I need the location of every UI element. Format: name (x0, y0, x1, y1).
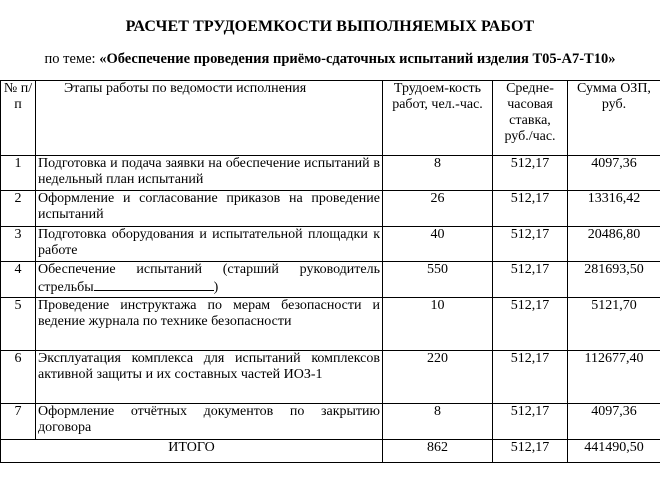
row-num: 7 (1, 404, 36, 440)
labor-table (0, 80, 660, 463)
row-sum: 112677,40 (568, 351, 660, 404)
row-labor: 220 (383, 351, 493, 404)
row-stage: Оформление и согласование приказов на проведение испытаний (36, 191, 383, 227)
row-stage: Эксплуатация комплекса для испытаний комплексов активной защиты и их составных частей ИОЗ-1 (36, 351, 383, 404)
row-rate: 512,17 (493, 191, 568, 227)
subtitle-prefix: по теме: (44, 51, 100, 67)
row-num: 3 (1, 227, 36, 262)
header-num: № п/п (1, 81, 36, 156)
row-labor: 8 (383, 404, 493, 440)
row-rate: 512,17 (493, 298, 568, 351)
row-sum: 20486,80 (568, 227, 660, 262)
table-row (1, 262, 660, 298)
row-stage-end: ) (213, 280, 219, 295)
row-sum: 281693,50 (568, 262, 660, 298)
total-label: ИТОГО (1, 440, 383, 463)
header-sum: Сумма ОЗП, руб. (568, 81, 660, 156)
row-sum: 5121,70 (568, 298, 660, 351)
page-title: РАСЧЕТ ТРУДОЕМКОСТИ ВЫПОЛНЯЕМЫХ РАБОТ (125, 18, 535, 35)
row-stage-text: Обеспечение испытаний (старший руководитель стрельбы (38, 262, 380, 295)
table-row (1, 227, 660, 262)
row-labor: 8 (383, 156, 493, 191)
fill-in-blank (94, 278, 214, 291)
row-labor: 26 (383, 191, 493, 227)
table-row (1, 191, 660, 227)
row-rate: 512,17 (493, 351, 568, 404)
row-rate: 512,17 (493, 404, 568, 440)
row-rate: 512,17 (493, 156, 568, 191)
table-header-row (1, 81, 660, 156)
total-rate: 512,17 (493, 440, 568, 463)
row-stage: Подготовка оборудования и испытательной площадки к работе (36, 227, 383, 262)
row-sum: 4097,36 (568, 404, 660, 440)
row-stage: Оформление отчётных документов по закрытию договора (36, 404, 383, 440)
table-row (1, 351, 660, 404)
row-rate: 512,17 (493, 227, 568, 262)
row-labor: 40 (383, 227, 493, 262)
table-row (1, 156, 660, 191)
row-num: 5 (1, 298, 36, 351)
row-rate: 512,17 (493, 262, 568, 298)
row-stage: Проведение инструктажа по мерам безопасности и ведение журнала по технике безопасности (36, 298, 383, 351)
total-row (1, 440, 660, 463)
table-row (1, 404, 660, 440)
row-labor: 550 (383, 262, 493, 298)
subtitle-topic: «Обеспечение проведения приёмо-сдаточных испытаний изделия Т05-А7-Т10» (99, 51, 616, 67)
header-stage: Этапы работы по ведомости исполнения (36, 81, 383, 156)
total-labor: 862 (383, 440, 493, 463)
row-labor: 10 (383, 298, 493, 351)
row-sum: 4097,36 (568, 156, 660, 191)
row-num: 1 (1, 156, 36, 191)
row-num: 4 (1, 262, 36, 298)
row-stage: Подготовка и подача заявки на обеспечение испытаний в недельный план испытаний (36, 156, 383, 191)
total-sum: 441490,50 (568, 440, 660, 463)
table-row (1, 298, 660, 351)
row-num: 6 (1, 351, 36, 404)
header-labor: Трудоем-кость работ, чел.-час. (383, 81, 493, 156)
header-rate: Средне-часовая ставка, руб./час. (493, 81, 568, 156)
row-sum: 13316,42 (568, 191, 660, 227)
row-num: 2 (1, 191, 36, 227)
page-subtitle (0, 51, 660, 68)
row-stage (36, 262, 383, 298)
